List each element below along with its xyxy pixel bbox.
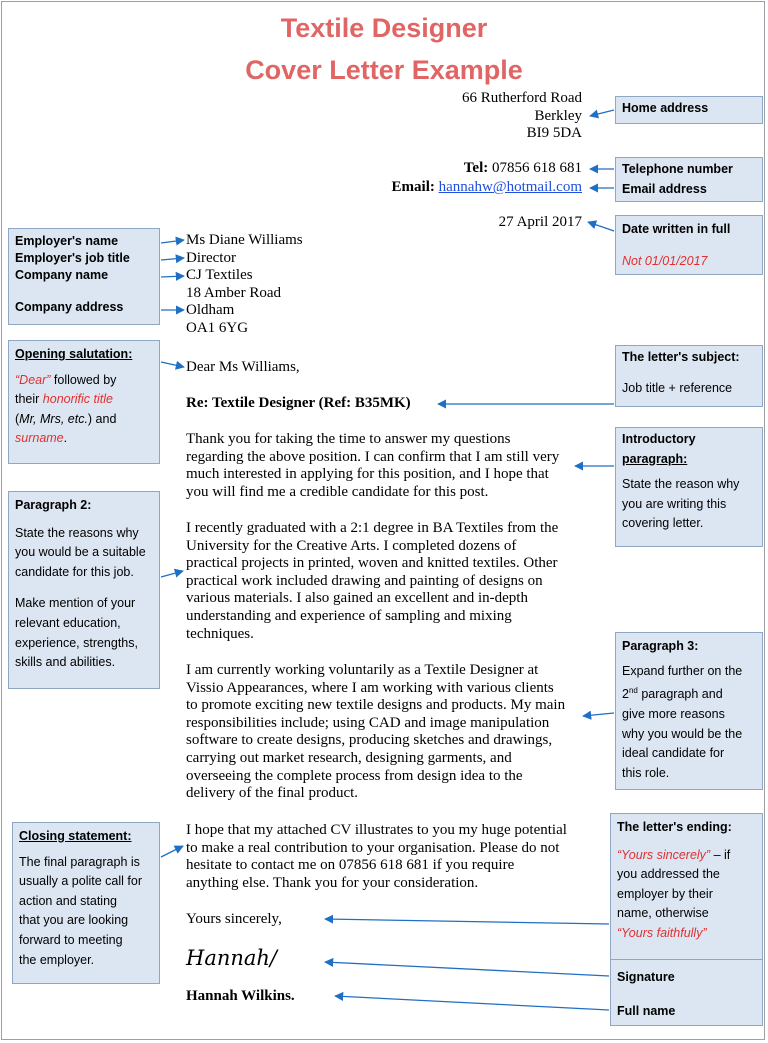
text-line: understanding and experience of sampling and mixing xyxy=(186,607,512,624)
text-line: carrying out market research, designing garments, and xyxy=(186,749,512,766)
page-title-line-1: Textile Designer xyxy=(280,13,488,43)
annotation-label: Date written in full xyxy=(622,222,731,236)
address-line: 66 Rutherford Road xyxy=(462,90,582,106)
paragraph-3 xyxy=(186,662,565,803)
annotation-text: candidate for this job. xyxy=(15,564,134,579)
text-line: University for the Creative Arts. I completed dozens of xyxy=(186,537,517,554)
recipient-line: CJ Textiles xyxy=(186,267,253,284)
annotation-text: give more reasons xyxy=(622,706,725,721)
text-line: I hope that my attached CV illustrates to you my huge potential xyxy=(186,822,567,838)
recipient-line: OA1 6YG xyxy=(186,319,249,336)
text-line: various materials. I also gained an excellent and in-depth xyxy=(186,590,528,607)
annotation-text: the employer. xyxy=(19,952,95,967)
text-line: regarding the above position. I can confirm that I am still very xyxy=(186,448,560,465)
text-line: techniques. xyxy=(186,625,254,642)
annotation-title: The letter's ending: xyxy=(617,820,732,834)
annotation-label: Signature xyxy=(617,970,675,984)
email-label: Email: xyxy=(391,179,435,195)
annotation-home-address xyxy=(615,96,763,124)
annotation-text: skills and abilities. xyxy=(15,655,116,670)
annotation-text: Expand further on the xyxy=(622,663,743,678)
email-line xyxy=(300,179,582,197)
annotation-title: Paragraph 2: xyxy=(15,498,92,512)
text-line: anything else. Thank you for your consideration. xyxy=(186,874,479,891)
annotation-label: Employer's job title xyxy=(15,251,130,265)
annotation-text: (Mr, Mrs, etc.) and xyxy=(15,411,117,426)
annotation-text: “Yours faithfully” xyxy=(617,925,707,940)
annotation-text: forward to meeting xyxy=(19,932,123,947)
closing-paragraph xyxy=(186,822,567,892)
annotation-text: State the reasons why xyxy=(15,525,139,540)
annotation-label: Company address xyxy=(15,300,124,314)
recipient-address xyxy=(186,232,303,338)
annotation-text: Make mention of your xyxy=(15,596,136,611)
annotation-text: surname. xyxy=(15,431,68,446)
page-title-line-2: Cover Letter Example xyxy=(245,55,523,85)
annotation-label: Company name xyxy=(15,268,109,282)
annotation-title: paragraph: xyxy=(622,451,688,466)
annotation-signature-fullname xyxy=(610,960,763,1026)
recipient-line: Director xyxy=(186,249,236,266)
annotation-note: Not 01/01/2017 xyxy=(622,253,708,268)
annotation-text: Job title + reference xyxy=(622,380,733,395)
tel-value: 07856 618 681 xyxy=(492,160,582,176)
annotation-label: Employer's name xyxy=(15,234,119,248)
letter-date: 27 April 2017 xyxy=(498,214,582,230)
annotation-date xyxy=(615,215,763,275)
text-line: to promote exciting new textile designs and products. My main xyxy=(186,697,566,714)
annotation-closing xyxy=(12,822,160,984)
annotation-text: their honorific title xyxy=(15,392,113,407)
recipient-line: Oldham xyxy=(186,302,235,319)
annotation-label: Telephone number xyxy=(622,162,733,176)
letter-subject: Re: Textile Designer (Ref: B35MK) xyxy=(186,395,411,411)
annotation-text: covering letter. xyxy=(622,516,704,531)
annotation-intro xyxy=(615,427,763,547)
address-line: Berkley xyxy=(534,107,582,124)
text-line: practical work included drawing and painting of designs on xyxy=(186,572,543,589)
annotation-title: Closing statement: xyxy=(19,829,132,843)
tel-label: Tel: xyxy=(463,160,489,176)
annotation-text: “Dear” followed by xyxy=(15,372,117,387)
annotation-subject xyxy=(615,345,763,407)
text-line: much interested in applying for this position, and I hope that xyxy=(186,466,549,483)
text-line: hesitate to contact me on 07856 618 681 if you require xyxy=(186,857,515,874)
annotation-text: you are writing this xyxy=(622,496,727,511)
paragraph-1 xyxy=(186,431,559,501)
annotation-title: Paragraph 3: xyxy=(622,639,699,653)
salutation: Dear Ms Williams, xyxy=(186,359,300,375)
annotation-text: relevant education, xyxy=(15,615,121,630)
paragraph-2 xyxy=(186,520,558,643)
annotation-contact xyxy=(615,157,763,202)
annotation-title: Opening salutation: xyxy=(15,347,133,361)
recipient-line: 18 Amber Road xyxy=(186,284,281,301)
signature: Hannah/ xyxy=(186,946,278,970)
text-line: practical projects in printed, woven and knitted textiles. Other xyxy=(186,555,558,572)
annotation-text: that you are looking xyxy=(19,913,129,928)
text-line: I recently graduated with a 2:1 degree in BA Textiles from the xyxy=(186,520,559,536)
sender-address xyxy=(380,90,582,143)
text-line: delivery of the final product. xyxy=(186,785,359,802)
annotation-text: you addressed the xyxy=(617,867,720,882)
annotation-title: Introductory xyxy=(622,432,696,446)
annotation-text: usually a polite call for xyxy=(19,874,142,889)
annotation-text: experience, strengths, xyxy=(15,635,138,650)
full-name: Hannah Wilkins. xyxy=(186,988,295,1004)
text-line: Vissio Appearances, where I am working with various clients xyxy=(186,679,554,696)
text-line: responsibilities include; using CAD and image manipulation xyxy=(186,714,550,731)
annotation-title: The letter's subject: xyxy=(622,350,740,364)
annotation-text: you would be a suitable xyxy=(15,545,146,560)
telephone-line xyxy=(300,160,582,178)
text-line: overseeing the complete process from design idea to the xyxy=(186,767,523,784)
annotation-text: 2nd paragraph and xyxy=(622,686,723,702)
annotation-text: The final paragraph is xyxy=(19,854,140,869)
annotation-text: this role. xyxy=(622,765,670,780)
annotation-label: Full name xyxy=(617,1003,676,1018)
annotation-text: employer by their xyxy=(617,886,713,901)
signoff: Yours sincerely, xyxy=(186,911,282,927)
annotation-text: name, otherwise xyxy=(617,906,709,921)
annotation-text: “Yours sincerely” – if xyxy=(617,847,731,862)
text-line: I am currently working voluntarily as a Textile Designer at xyxy=(186,662,539,678)
annotation-label: Email address xyxy=(622,181,707,196)
annotation-label: Home address xyxy=(622,101,709,115)
annotation-text: why you would be the xyxy=(622,726,743,741)
annotation-opening xyxy=(8,340,160,464)
text-line: Thank you for taking the time to answer my questions xyxy=(186,431,511,447)
annotation-text: ideal candidate for xyxy=(622,746,725,761)
annotation-paragraph-2 xyxy=(8,491,160,689)
annotation-ending xyxy=(610,813,763,960)
recipient-line: Ms Diane Williams xyxy=(186,232,303,248)
email-link[interactable]: hannahw@hotmail.com xyxy=(438,179,582,195)
annotation-text: State the reason why xyxy=(622,477,740,492)
text-line: software to create designs, producing sketches and drawings, xyxy=(186,732,553,749)
annotation-text: action and stating xyxy=(19,893,117,908)
text-line: to make a real contribution to your organisation. Please do not xyxy=(186,839,560,856)
text-line: you will find me a credible candidate for this post. xyxy=(186,483,489,500)
annotation-paragraph-3 xyxy=(615,632,763,790)
annotation-employer xyxy=(8,228,160,325)
address-line: BI9 5DA xyxy=(526,125,582,142)
